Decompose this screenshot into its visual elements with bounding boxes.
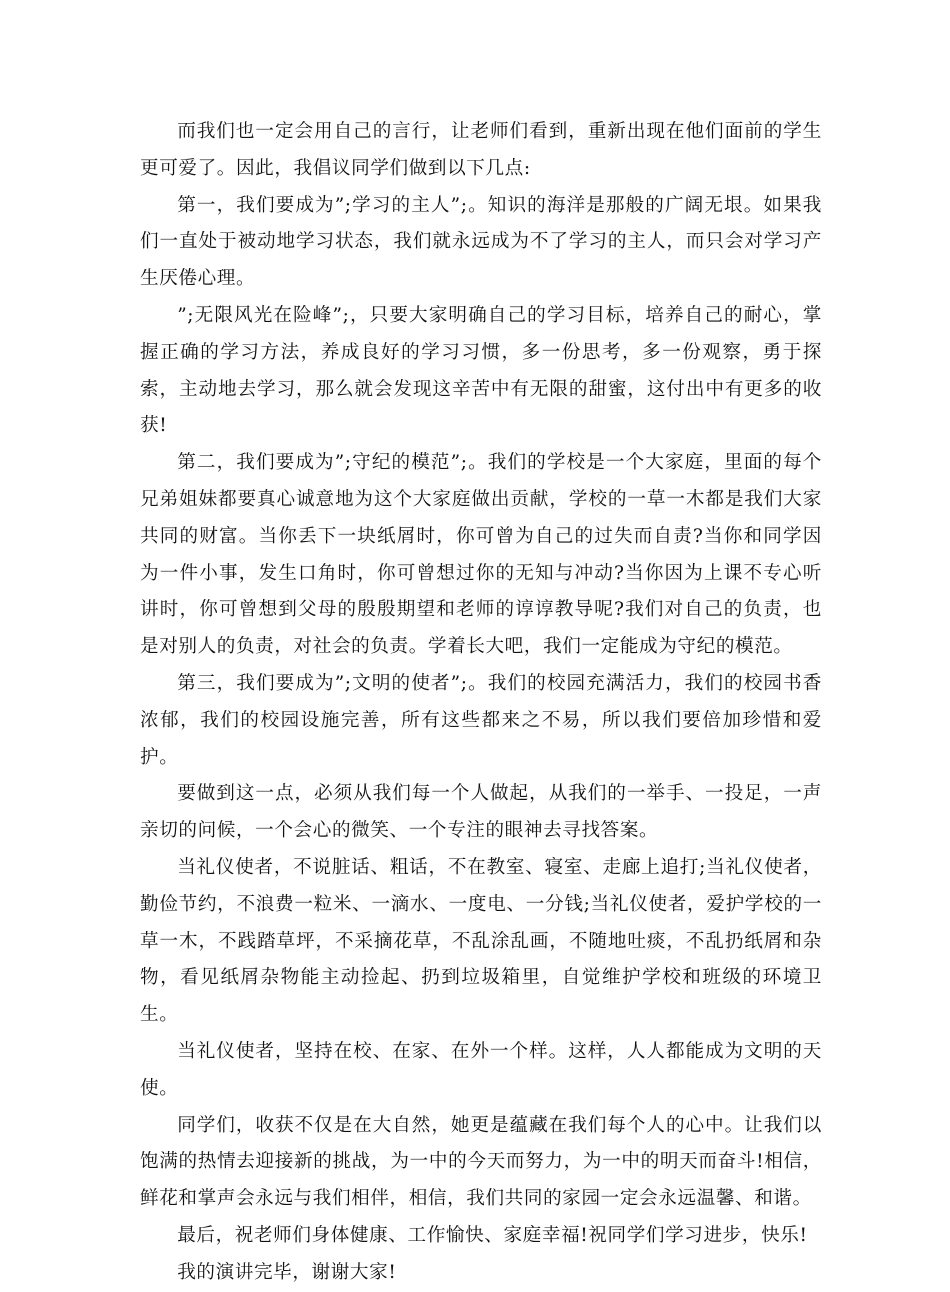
- paragraph-consistency: 当礼仪使者，坚持在校、在家、在外一个样。这样，人人都能成为文明的天使。: [140, 1040, 822, 1099]
- paragraph-point-one-detail: ”;无限风光在险峰”;，只要大家明确自己的学习目标，培养自己的耐心，掌握正确的学习方法，养成良好的学习习惯，多一份思考，多一份观察，勇于探索，主动地去学习，那么就会发现这辛苦中有无限的甜蜜，这付出中有更多的收获!: [140, 304, 822, 437]
- paragraph-point-one: 第一，我们要成为”;学习的主人”;。知识的海洋是那般的广阔无垠。如果我们一直处于被动地学习状态，我们就永远成为不了学习的主人，而只会对学习产生厌倦心理。: [140, 194, 822, 290]
- paragraph-start-with-self: 要做到这一点，必须从我们每一个人做起，从我们的一举手、一投足，一声亲切的问候，一个会心的微笑、一个专注的眼神去寻找答案。: [140, 783, 822, 842]
- paragraph-closing: 我的演讲完毕，谢谢大家!: [177, 1261, 397, 1283]
- paragraph-point-two: 第二，我们要成为”;守纪的模范”;。我们的学校是一个大家庭，里面的每个兄弟姐妹都要真心诚意地为这个大家庭做出贡献，学校的一草一木都是我们大家共同的财富。当你丢下一块纸屑时，你可曾为自己的过失而自责?当你和同学因为一件小事，发生口角时，你可曾想过你的无知与冲动?当你因为上课不专心听讲时，你可曾想到父母的殷殷期望和老师的谆谆教导呢?我们对自己的负责，也是对别人的负责，对社会的负责。学着长大吧，我们一定能成为守纪的模范。: [140, 452, 822, 658]
- paragraph-intro: 而我们也一定会用自己的言行，让老师们看到，重新出现在他们面前的学生更可爱了。因此，我倡议同学们做到以下几点:: [140, 121, 822, 179]
- paragraph-point-three: 第三，我们要成为”;文明的使者”;。我们的校园充满活力，我们的校园书香浓郁，我们的校园设施完善，所有这些都来之不易，所以我们要倍加珍惜和爱护。: [140, 672, 822, 768]
- paragraph-call-to-action: 同学们，收获不仅是在大自然，她更是蕴藏在我们每个人的心中。让我们以饱满的热情去迎接新的挑战，为一中的今天而努力，为一中的明天而奋斗!相信，鲜花和掌声会永远与我们相伴，相信，我们共同的家园一定会永远温馨、和谐。: [140, 1114, 822, 1210]
- paragraph-etiquette-ambassador: 当礼仪使者，不说脏话、粗话，不在教室、寝室、走廊上追打;当礼仪使者，勤俭节约，不浪费一粒米、一滴水、一度电、一分钱;当礼仪使者，爱护学校的一草一木，不践踏草坪，不采摘花草，不乱涂乱画，不随地吐痰，不乱扔纸屑和杂物，看见纸屑杂物能主动捡起、扔到垃圾箱里，自觉维护学校和班级的环境卫生。: [140, 856, 822, 1026]
- paragraph-wishes: 最后，祝老师们身体健康、工作愉快、家庭幸福!祝同学们学习进步，快乐!: [177, 1224, 808, 1246]
